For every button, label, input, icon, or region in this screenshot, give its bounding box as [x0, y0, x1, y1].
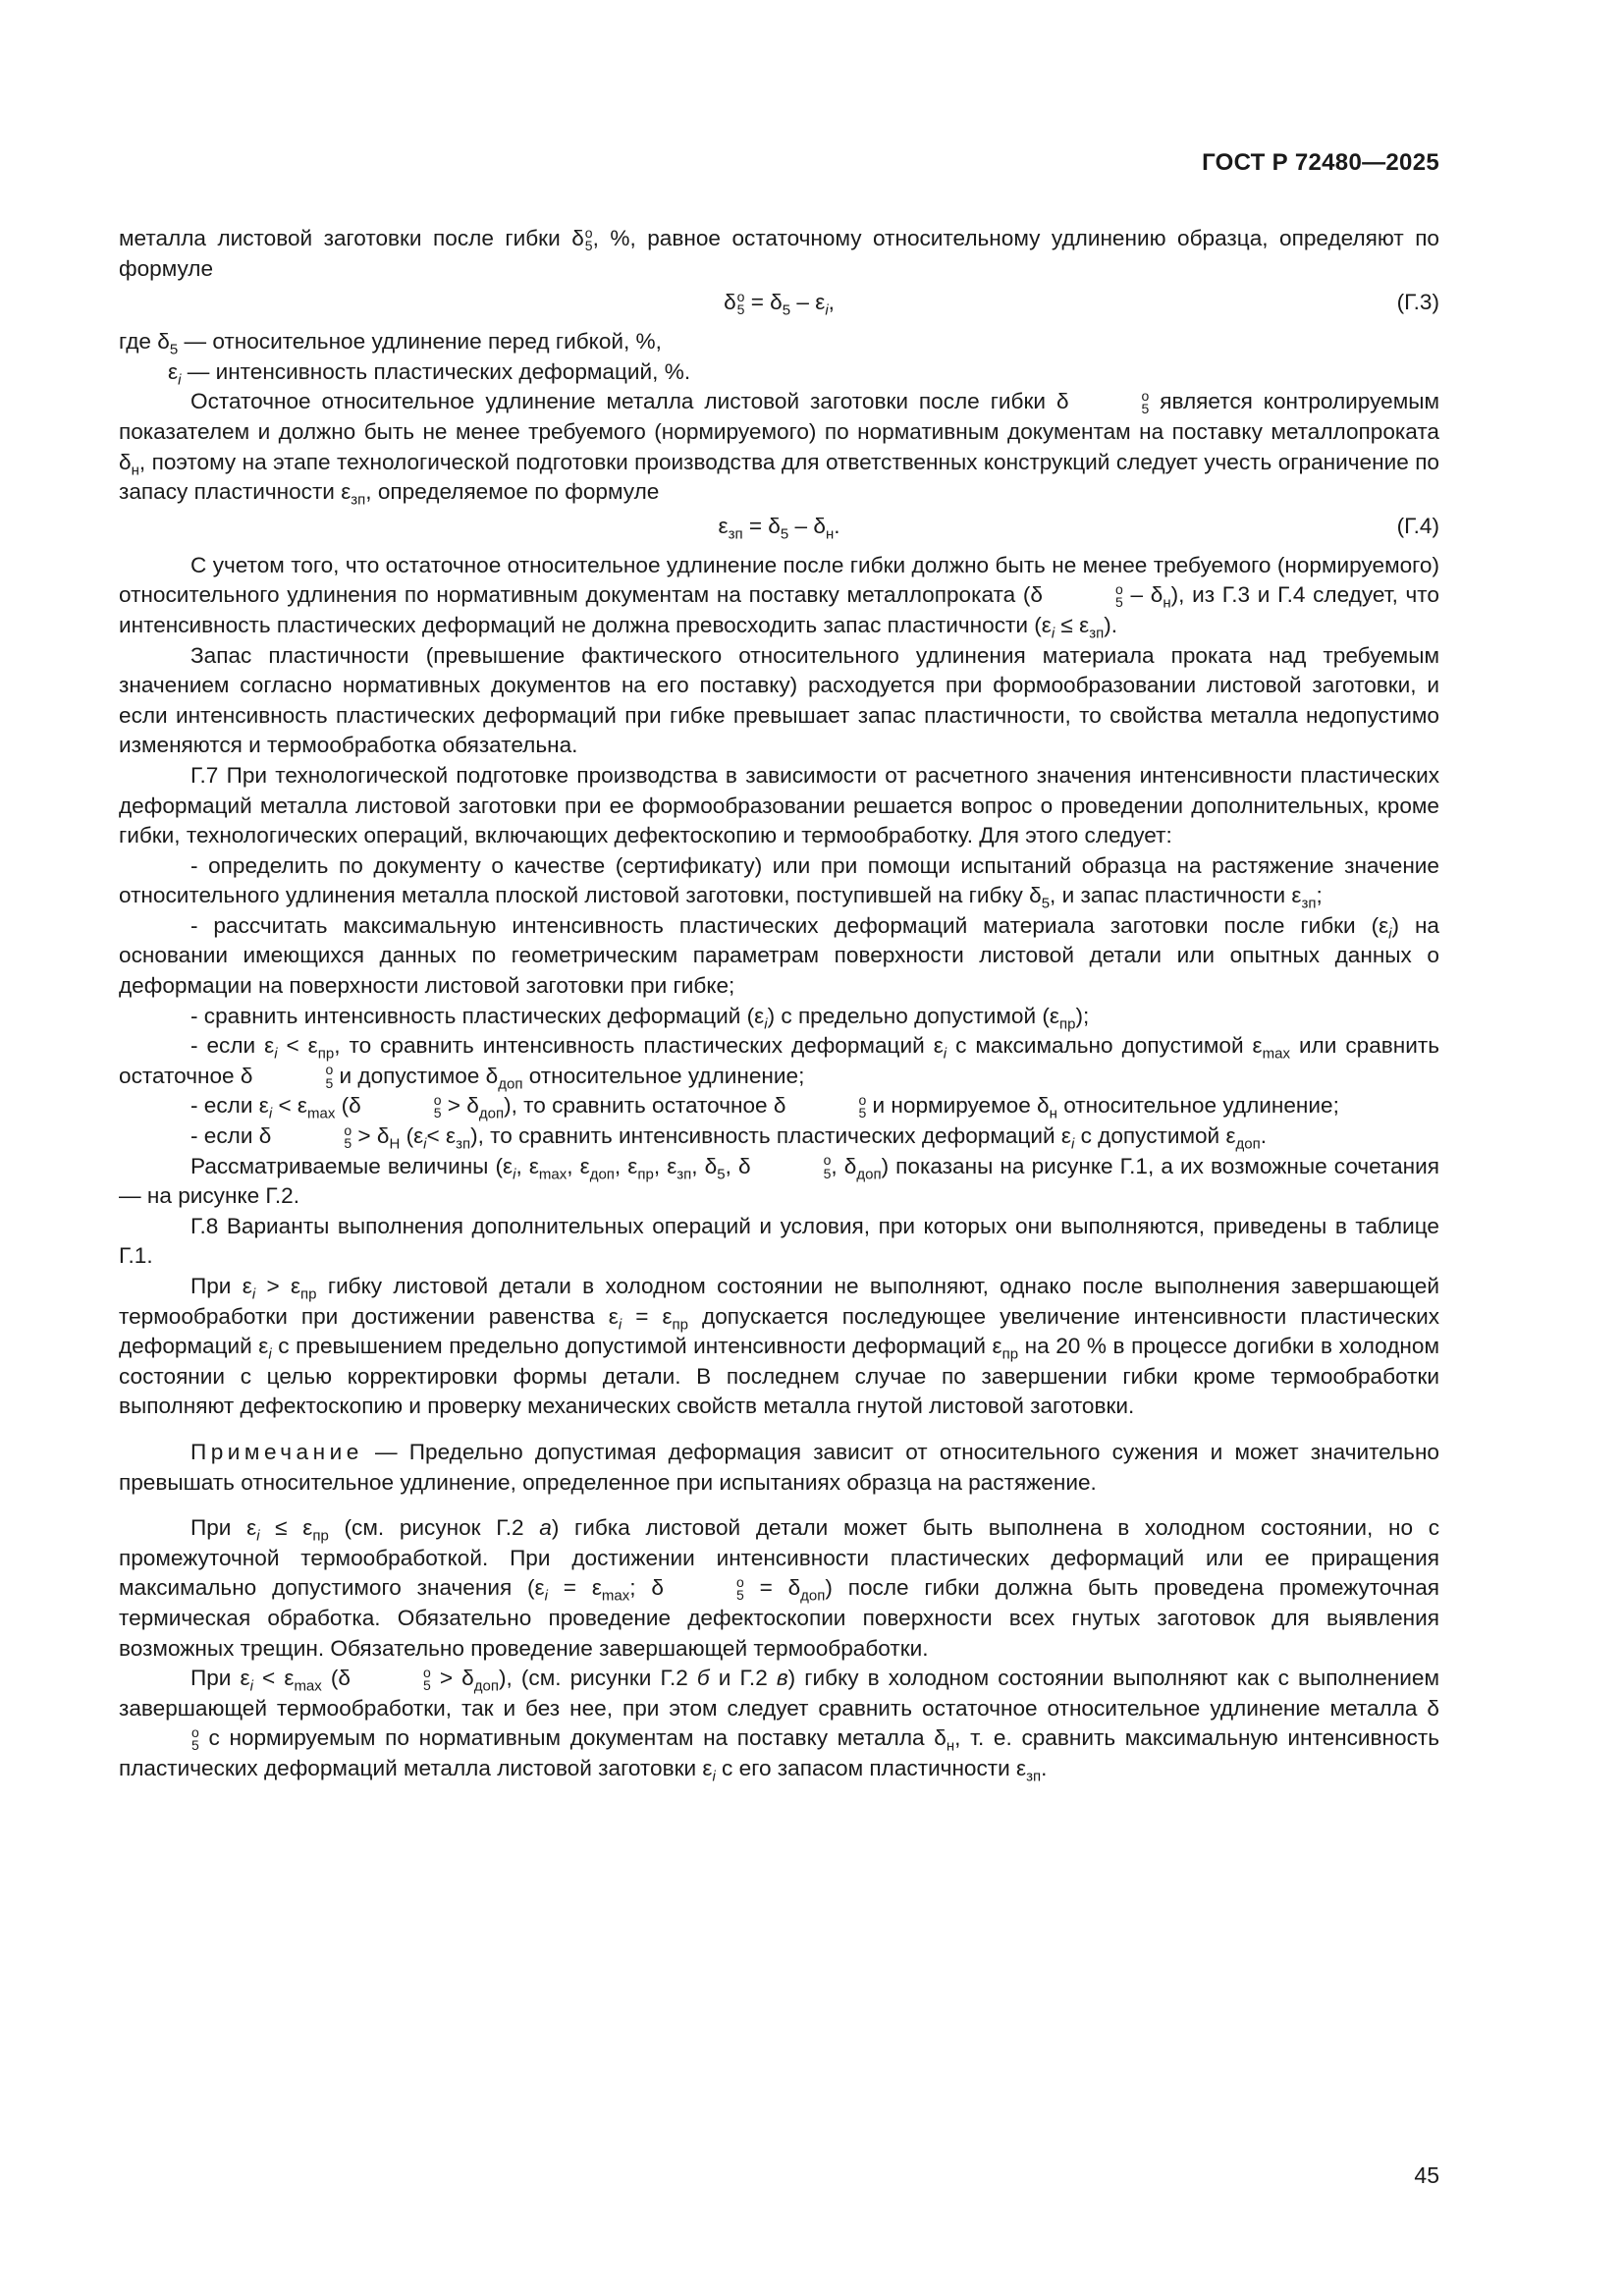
- page-number: 45: [1414, 2162, 1439, 2188]
- list-item: - если $\varepsilon_i < \varepsilon_{пр}$, то сравнить интенсивность пластических деформаций $\varepsilon_i$ с максимально допустимой $\varepsilon_{max}$ или сравнить остаточное δ о 5 и допустимое $\delta_{доп}$ относительное удлинение;: [119, 1033, 1439, 1093]
- document-code: ГОСТ Р 72480—2025: [1202, 149, 1439, 176]
- where-item: $\varepsilon_i$ — интенсивность пластических деформаций, %.: [168, 358, 691, 389]
- equation-formula: δ о 5 = $\delta_5 - \varepsilon_i$,: [724, 288, 835, 319]
- paragraph: Рассматриваемые величины ($\varepsilon_i$, $\varepsilon_{max}$, $\varepsilon_{доп}$, $\varepsilon_{пр}$, $\varepsilon_{зп}$, $\delta_5$, δ о 5 , $\delta_{доп}$) показаны на рисунке Г.1, а их возможные сочетания — на рисунке Г.2.: [119, 1152, 1439, 1209]
- paragraph: С учетом того, что остаточное относительное удлинение после гибки должно быть не менее требуемого (нормируемого) относительного удлинения по нормативным документам на поставку металлопроката (δ о 5 – $\delta_н$), из Г.3 и Г.4 следует, что интенсивность пластических деформаций не должна превосходить запас пластичности $(\varepsilon_i \le \varepsilon_{зп})$.: [119, 552, 1439, 642]
- where-list: [119, 327, 1439, 387]
- paragraph: При $\varepsilon_i < \varepsilon_{max}$ (δ о 5 > $\delta_{доп}$), (см. рисунки Г.2 б и Г.2 в) гибку в холодном состоянии выполняют как с выполнением завершающей термообработки, так и без нее, при этом следует сравнить остаточное относительное удлинение металла δ о 5 с нормируемым по нормативным документам на поставку металла $\delta_н$, т. е. сравнить максимальную интенсивность пластических деформаций металла листовой заготовки $\varepsilon_i$ с его запасом пластичности $\varepsilon_{зп}$.: [119, 1664, 1439, 1785]
- where-item: где $\delta_5$ — относительное удлинение перед гибкой, %,: [119, 329, 662, 358]
- equation-g3: [119, 288, 1439, 321]
- equation-number: (Г.4): [1396, 513, 1439, 538]
- paragraph: Остаточное относительное удлинение металла листовой заготовки после гибки δ о 5 является контролируемым показателем и должно быть не менее требуемого (нормируемого) по нормативным документам на поставку металлопроката $\delta_н$, поэтому на этапе технологической подготовки производства для ответственных конструкций следует учесть ограничение по запасу пластичности $\varepsilon_{зп}$, определяемое по формуле: [119, 387, 1439, 509]
- equation-number: (Г.3): [1396, 290, 1439, 315]
- paragraph: При $\varepsilon_i > \varepsilon_{пр}$ гибку листовой детали в холодном состоянии не выполняют, однако после выполнения завершающей термообработки при достижении равенства $\varepsilon_i = \varepsilon_{пр}$ допускается последующее увеличение интенсивности пластических деформаций $\varepsilon_i$ с превышением предельно допустимой интенсивности деформаций $\varepsilon_{пр}$ на 20 % в процессе догибки в холодном состоянии с целью корректировки формы детали. В последнем случае по завершении гибки кроме термообработки выполняют дефектоскопию и проверку механических свойств металла гнутой листовой заготовки.: [119, 1274, 1440, 1419]
- note-label: Примечание: [190, 1439, 363, 1464]
- list-item: - если $\varepsilon_i < \varepsilon_{max}$ (δ о 5 > $\delta_{доп}$), то сравнить остаточное δ о 5 и нормируемое $\delta_н$ относительное удлинение;: [190, 1092, 1339, 1122]
- paragraph: Г.8 Варианты выполнения дополнительных операций и условия, при которых они выполняются, приведены в таблице Г.1.: [119, 1213, 1439, 1269]
- list-item: - сравнить интенсивность пластических деформаций $(\varepsilon_i)$ с предельно допустимой $(\varepsilon_{пр})$;: [190, 1003, 1090, 1033]
- list-item: - рассчитать максимальную интенсивность пластических деформаций материала заготовки после гибки $(\varepsilon_i)$ на основании имеющихся данных по геометрическим параметрам поверхности листовой детали или опытных данных о деформации на поверхности листовой заготовки при гибке;: [119, 912, 1439, 999]
- paragraph: Запас пластичности (превышение фактического относительного удлинения материала проката над требуемым значением согласно нормативных документов на его поставку) расходуется при формообразовании листовой заготовки, и если интенсивность пластических деформаций при гибке превышает запас пластичности, то свойства металла недопустимо изменяются и термообработка обязательна.: [119, 642, 1439, 758]
- list-item: - если δ о 5 > $\delta_Н$ $(\varepsilon_i< \varepsilon_{зп})$, то сравнить интенсивность пластических деформаций $\varepsilon_i$ с допустимой $\varepsilon_{доп}$.: [190, 1121, 1268, 1153]
- paragraph: металла листовой заготовки после гибки δ о 5 , %, равное остаточному относительному удлинению образца, определяют по формуле: [119, 224, 1440, 281]
- equation-g4: [119, 512, 1439, 545]
- list-item: - определить по документу о качестве (сертификату) или при помощи испытаний образца на растяжение значение относительного удлинения металла плоской листовой заготовки, поступившей на гибку $\delta_5$, и запас пластичности $\varepsilon_{зп}$;: [119, 852, 1439, 912]
- paragraph: При $\varepsilon_i \le \varepsilon_{пр}$ (см. рисунок Г.2 а) гибка листовой детали может быть выполнена в холодном состоянии, но с промежуточной термообработкой. При достижении интенсивности пластических деформаций или ее приращения максимально допустимого значения ($\varepsilon_i = \varepsilon_{max}$; δ о 5 = $\delta_{доп}$) после гибки должна быть проведена промежуточная термическая обработка. Обязательно проведение дефектоскопии поверхности всех гнутых заготовок для выявления возможных трещин. Обязательно проведение завершающей термообработки.: [119, 1515, 1440, 1661]
- paragraph: Г.7 При технологической подготовке производства в зависимости от расчетного значения интенсивности пластических деформаций металла листовой заготовки при ее формообразовании решается вопрос о проведении дополнительных, кроме гибки, технологических операций, включающих дефектоскопию и термообработку. Для этого следует:: [119, 762, 1439, 848]
- equation-formula: $\varepsilon_{зп} = \delta_5 - \delta_н$.: [718, 513, 840, 543]
- page-content: [119, 224, 1439, 1784]
- note: Примечание — Предельно допустимая деформация зависит от относительного сужения и может значительно превышать относительное удлинение, определенное при испытаниях образца на растяжение.: [119, 1439, 1439, 1495]
